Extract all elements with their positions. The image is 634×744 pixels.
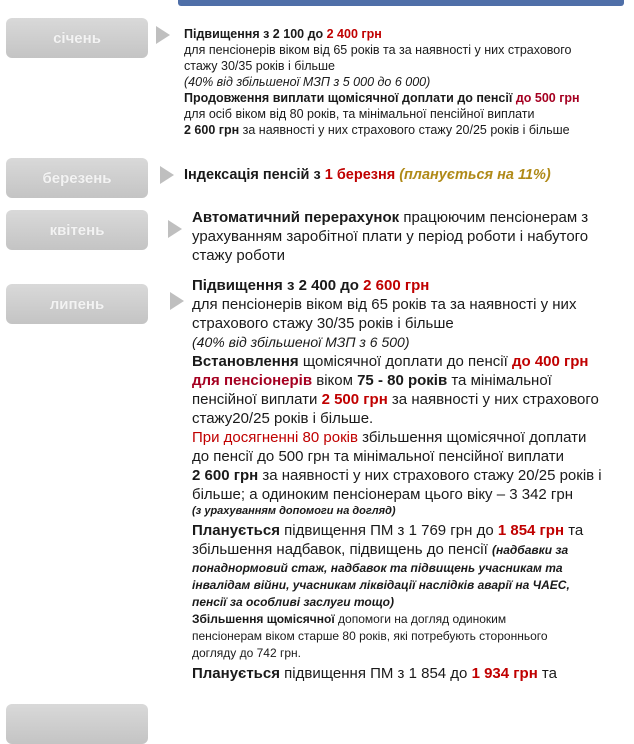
text: 75 - 80 років <box>357 372 448 389</box>
text: за наявності у них страхового стажу 20/25 років і <box>258 467 602 484</box>
text: страхового стажу 30/35 років і більше <box>192 315 454 332</box>
text: з <box>313 167 325 183</box>
amount: 1 854 грн <box>497 522 565 539</box>
text: для пенсіонерів віком від 65 років та за наявності у них страхового <box>184 43 572 57</box>
arrow-right-icon <box>170 292 184 310</box>
text: та <box>564 522 584 539</box>
text: до пенсії до 500 грн та мінімальної пенсійної виплати <box>192 448 564 465</box>
arrow-right-icon <box>168 220 182 238</box>
text: Підвищення з 2 100 до <box>184 27 327 41</box>
text: щомісячної доплати до пенсії <box>298 353 512 370</box>
text: пенсійної виплати <box>192 391 322 408</box>
text: пенсіонерам віком старше 80 років, які потребують стороннього <box>192 629 548 643</box>
arrow-right-icon <box>160 166 174 184</box>
text: При досягненні 80 років <box>192 429 358 446</box>
text: Продовження виплати щомісячної доплати до пенсії <box>184 91 516 105</box>
arrow-right-icon <box>156 26 170 44</box>
text: Встановлення <box>192 353 299 370</box>
text: стажу роботи <box>192 247 285 264</box>
amount: 2 600 грн <box>184 123 240 137</box>
text: (надбавки за <box>491 543 569 557</box>
amount: до 500 грн <box>515 91 580 105</box>
text: за наявності у них страхового <box>387 391 599 408</box>
amount: 2 600 грн <box>192 467 259 484</box>
text: Автоматичний перерахунок <box>192 209 400 226</box>
text: та мінімальної <box>447 372 552 389</box>
amount: 2 500 грн <box>321 391 388 408</box>
month-label-july: липень <box>6 284 148 324</box>
text: стажу 30/35 років і більше <box>184 59 336 73</box>
text: Індексація пенсій <box>184 167 314 183</box>
amount: 2 600 грн <box>363 277 430 294</box>
text: працюючим пенсіонерам з <box>399 209 589 226</box>
text: більше; а одиноким пенсіонерам цього віку – 3 342 грн <box>192 486 574 503</box>
text: для осіб віком від 80 років, та мінімальної пенсійної виплати <box>184 107 535 121</box>
text: інвалідам війни, учасникам ліквідації наслідків аварії на ЧАЕС, <box>192 578 570 592</box>
text: підвищення ПМ з 1 769 грн до <box>280 522 498 539</box>
text: підвищення ПМ з 1 854 до <box>280 665 472 682</box>
month-label-next <box>6 704 148 744</box>
text: для пенсіонерів віком від 65 років та за наявності у них <box>192 296 577 313</box>
text: для пенсіонерів <box>192 372 313 389</box>
text: Підвищення з 2 400 до <box>192 277 364 294</box>
month-label-january: січень <box>6 18 148 58</box>
text: пенсії за особливі заслуги тощо) <box>192 595 394 609</box>
text: за наявності у них страхового стажу 20/25 років і більше <box>239 123 570 137</box>
text: стажу20/25 років і більше. <box>192 410 374 427</box>
text: Збільшення щомісячної <box>192 612 335 626</box>
april-content <box>192 208 628 265</box>
text: допомоги на догляд одиноким <box>334 612 507 626</box>
text: збільшення надбавок, підвищень до пенсії <box>192 541 492 558</box>
note: (планується на 11%) <box>395 167 551 183</box>
text: Планується <box>192 665 281 682</box>
header-bar <box>178 0 624 6</box>
text: (з урахуванням допомоги на догляд) <box>192 505 396 517</box>
january-content <box>184 26 630 138</box>
date: 1 березня <box>324 167 396 183</box>
text: Планується <box>192 522 281 539</box>
july-content <box>192 276 628 683</box>
month-label-march: березень <box>6 158 148 198</box>
text: урахуванням заробітної плати у період роботи і набутого <box>192 228 589 245</box>
text: та <box>537 665 557 682</box>
text: збільшення щомісячної доплати <box>357 429 587 446</box>
text: понаднормовий стаж, надбавок та підвищень учасникам та <box>192 561 563 575</box>
march-content <box>184 166 630 184</box>
amount: 1 934 грн <box>471 665 538 682</box>
text: (40% від збільшеної МЗП з 6 500) <box>192 334 410 350</box>
text: догляду до 742 грн. <box>192 646 302 660</box>
text: (40% від збільшеної МЗП з 5 000 до 6 000) <box>184 75 431 89</box>
month-label-april: квітень <box>6 210 148 250</box>
amount: 2 400 грн <box>326 27 382 41</box>
text: віком <box>312 372 358 389</box>
amount: до 400 грн <box>511 353 589 370</box>
